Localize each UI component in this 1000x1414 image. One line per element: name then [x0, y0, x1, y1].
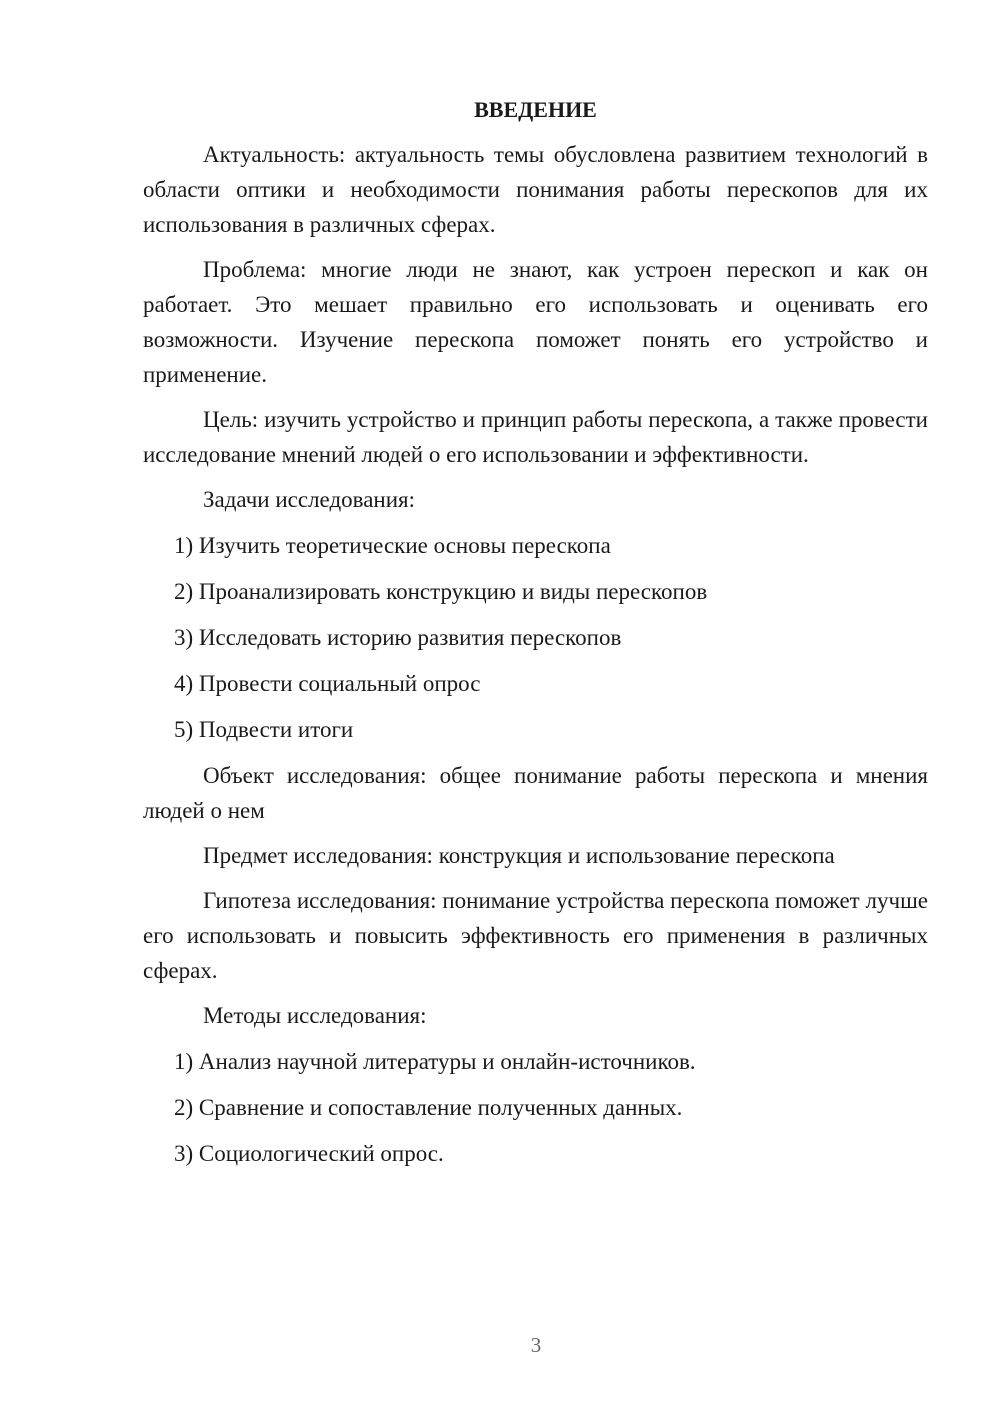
methods-list	[143, 1044, 928, 1171]
subject-paragraph: Предмет исследования: конструкция и использование перескопа	[203, 843, 835, 868]
methods-label: Методы исследования:	[203, 1003, 427, 1028]
document-page	[143, 92, 928, 1182]
method-item: 3) Социологический опрос.	[174, 1141, 444, 1166]
task-item: 1) Изучить теоретические основы перескопа	[174, 533, 611, 558]
goal-paragraph: Цель: изучить устройство и принцип работы перескопа, а также провести исследование мнений людей о его использовании и эффективности.	[143, 407, 928, 467]
task-item: 5) Подвести итоги	[174, 717, 354, 742]
task-item: 2) Проанализировать конструкцию и виды перескопов	[174, 579, 708, 604]
method-item: 2) Сравнение и сопоставление полученных данных.	[174, 1095, 683, 1120]
tasks-label: Задачи исследования:	[203, 487, 416, 512]
relevance-paragraph: Актуальность: актуальность темы обусловлена развитием технологий в области оптики и необходимости понимания работы перескопов для их использования в различных сферах.	[143, 142, 928, 237]
page-number: 3	[530, 1333, 542, 1357]
object-paragraph: Объект исследования: общее понимание работы перескопа и мнения людей о нем	[143, 763, 928, 823]
task-item: 3) Исследовать историю развития перескопов	[174, 625, 622, 650]
task-item: 4) Провести социальный опрос	[174, 671, 481, 696]
problem-paragraph: Проблема: многие люди не знают, как устроен перескоп и как он работает. Это мешает правильно его использовать и оценивать его возможности. Изучение перескопа поможет понять его устройство и применение.	[143, 257, 928, 387]
page-title: ВВЕДЕНИЕ	[474, 97, 597, 122]
method-item: 1) Анализ научной литературы и онлайн-источников.	[174, 1049, 696, 1074]
hypothesis-paragraph: Гипотеза исследования: понимание устройства перескопа поможет лучше его использовать и повысить эффективность его применения в различных сферах.	[143, 888, 928, 983]
tasks-list	[143, 528, 928, 747]
